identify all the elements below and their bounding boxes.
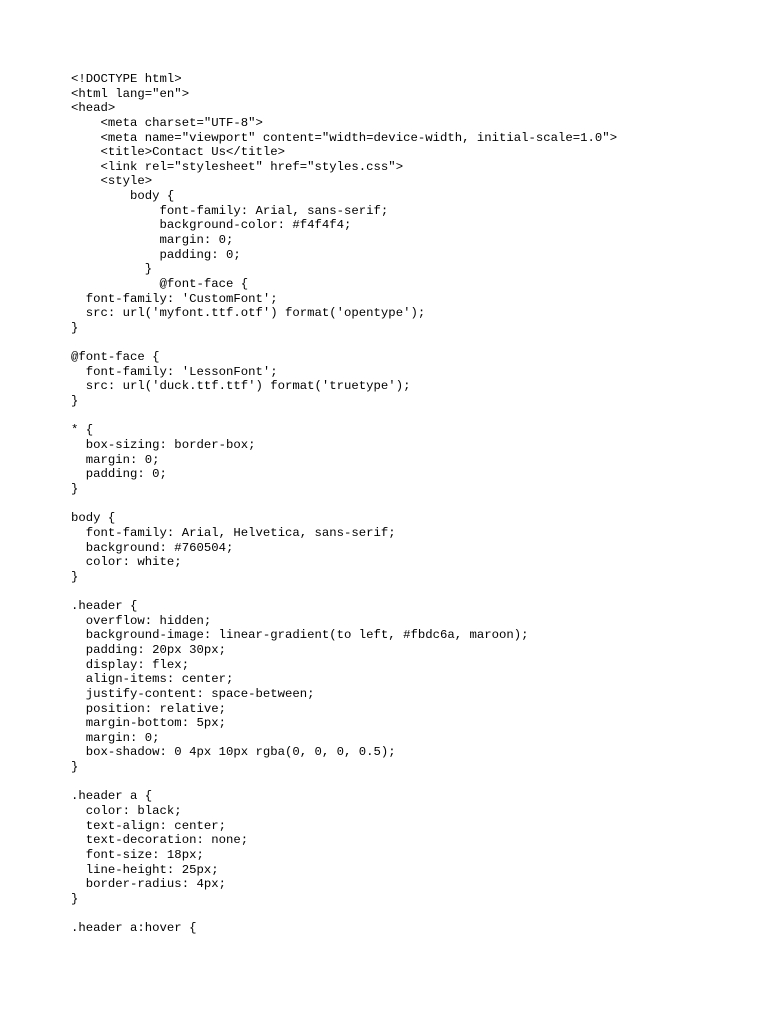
code-line: color: black; — [71, 804, 182, 819]
code-line: background: #760504; — [71, 540, 234, 555]
code-line: <style> — [71, 174, 153, 189]
code-line: margin: 0; — [71, 730, 160, 745]
code-line: line-height: 25px; — [71, 862, 219, 877]
code-line: .header { — [71, 599, 138, 614]
code-line: <meta charset="UTF-8"> — [71, 115, 263, 130]
code-line: background-color: #f4f4f4; — [71, 218, 352, 233]
code-line: text-align: center; — [71, 818, 226, 833]
code-line: padding: 0; — [71, 247, 241, 262]
code-line: } — [71, 891, 79, 906]
code-line: .header a:hover { — [71, 921, 197, 936]
code-line: <link rel="stylesheet" href="styles.css"> — [71, 159, 404, 174]
code-line: color: white; — [71, 555, 182, 570]
code-line: } — [71, 320, 79, 335]
code-line: font-family: 'LessonFont'; — [71, 364, 278, 379]
code-line: background-image: linear-gradient(to left, #fbdc6a, maroon); — [71, 628, 529, 643]
code-line: border-radius: 4px; — [71, 877, 226, 892]
code-line: padding: 0; — [71, 467, 167, 482]
code-listing — [71, 72, 748, 936]
code-line: } — [71, 481, 79, 496]
code-line — [71, 584, 748, 599]
code-line — [71, 907, 748, 922]
code-line: src: url('myfont.ttf.otf') format('opentype'); — [71, 306, 426, 321]
code-line: font-family: Arial, Helvetica, sans-serif; — [71, 525, 396, 540]
code-line: box-shadow: 0 4px 10px rgba(0, 0, 0, 0.5); — [71, 745, 396, 760]
code-line: } — [71, 262, 153, 277]
code-line: display: flex; — [71, 657, 190, 672]
code-line: body { — [71, 511, 116, 526]
code-line — [71, 409, 748, 424]
code-line: body { — [71, 189, 175, 204]
code-line — [71, 497, 748, 512]
code-line: position: relative; — [71, 701, 226, 716]
code-line: text-decoration: none; — [71, 833, 249, 848]
code-line: margin: 0; — [71, 452, 160, 467]
code-line: box-sizing: border-box; — [71, 438, 256, 453]
code-line: } — [71, 394, 79, 409]
code-line: src: url('duck.ttf.ttf') format('truetype'); — [71, 379, 411, 394]
code-line: @font-face { — [71, 350, 160, 365]
code-line: <title>Contact Us</title> — [71, 145, 286, 160]
code-line: } — [71, 760, 79, 775]
code-line — [71, 336, 748, 351]
code-line: justify-content: space-between; — [71, 686, 315, 701]
code-line: <head> — [71, 101, 116, 116]
code-line — [71, 775, 748, 790]
code-line: <html lang="en"> — [71, 86, 190, 101]
code-line: overflow: hidden; — [71, 613, 212, 628]
code-line: <!DOCTYPE html> — [71, 72, 182, 86]
code-line: * { — [71, 423, 94, 438]
code-line: font-size: 18px; — [71, 847, 204, 862]
code-line: padding: 20px 30px; — [71, 642, 226, 657]
code-line: } — [71, 569, 79, 584]
code-line: font-family: Arial, sans-serif; — [71, 203, 389, 218]
code-line: @font-face { — [71, 276, 249, 291]
code-line: margin: 0; — [71, 233, 234, 248]
code-line: margin-bottom: 5px; — [71, 716, 226, 731]
code-line: font-family: 'CustomFont'; — [71, 291, 278, 306]
code-line: <meta name="viewport" content="width=device-width, initial-scale=1.0"> — [71, 130, 618, 145]
code-line: .header a { — [71, 789, 153, 804]
code-line: align-items: center; — [71, 672, 234, 687]
